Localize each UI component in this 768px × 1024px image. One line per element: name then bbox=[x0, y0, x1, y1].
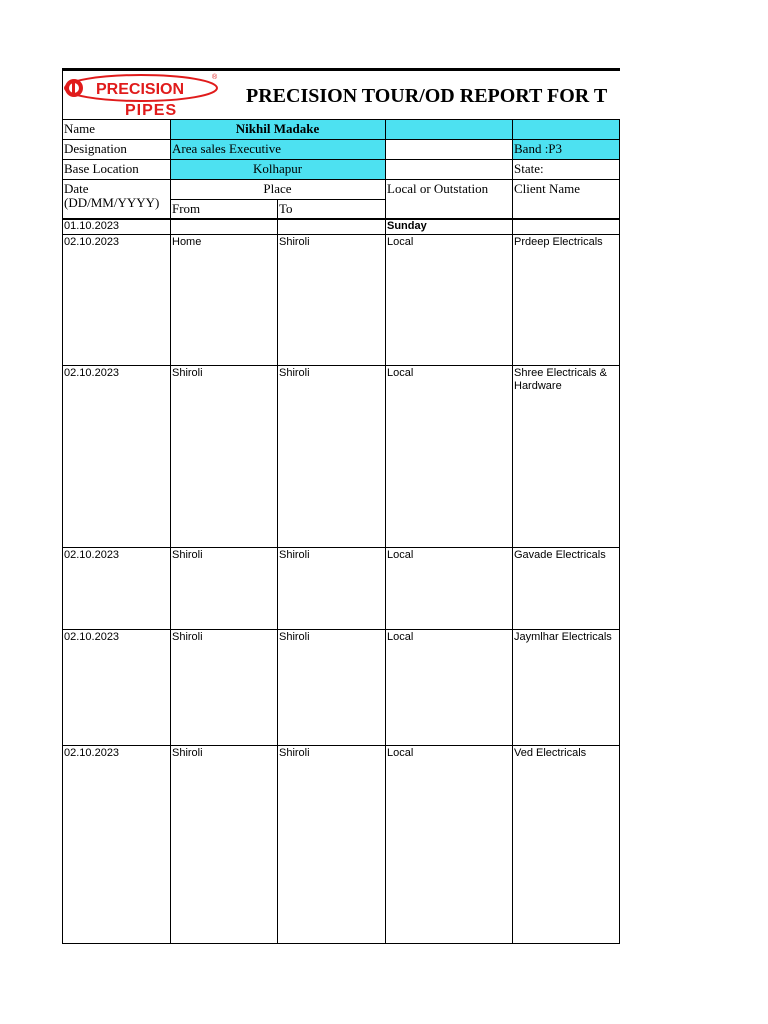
grid-line bbox=[63, 547, 620, 548]
row-to: Shiroli bbox=[279, 631, 310, 643]
row-client: Ved Electricals bbox=[514, 747, 587, 759]
grid-line bbox=[63, 139, 620, 140]
row-from: Shiroli bbox=[172, 631, 203, 643]
name-label: Name bbox=[64, 121, 96, 136]
local-outstation-label: Local or Outstation bbox=[387, 181, 489, 196]
date-label: Date bbox=[64, 181, 89, 196]
grid-line bbox=[63, 159, 620, 160]
row-date: 02.10.2023 bbox=[64, 367, 120, 379]
grid-line bbox=[170, 119, 171, 944]
grid-line bbox=[63, 234, 620, 235]
blank-fill-2 bbox=[513, 120, 620, 139]
row-client: Jaymlhar Electricals bbox=[514, 631, 612, 643]
grid-line bbox=[63, 943, 620, 944]
name-value: Nikhil Madake bbox=[235, 121, 320, 136]
grid-line bbox=[62, 68, 63, 944]
grid-line bbox=[277, 199, 278, 944]
designation-value: Area sales Executive bbox=[172, 141, 282, 156]
row-date: 02.10.2023 bbox=[64, 236, 120, 248]
grid-line bbox=[63, 745, 620, 746]
row-date: 02.10.2023 bbox=[64, 549, 120, 561]
row-client: Shree Electricals & Hardware bbox=[514, 367, 607, 392]
row-type: Local bbox=[387, 367, 414, 379]
row-from: Shiroli bbox=[172, 747, 203, 759]
from-label: From bbox=[172, 201, 201, 216]
grid-line bbox=[63, 119, 620, 120]
base-location-value: Kolhapur bbox=[252, 161, 303, 176]
row-client: Gavade Electricals bbox=[514, 549, 606, 561]
state-label: State: bbox=[514, 161, 544, 176]
logo-text-precision: PRECISION bbox=[96, 81, 185, 98]
grid-line bbox=[63, 68, 620, 71]
base-location-label: Base Location bbox=[64, 161, 139, 176]
logo-text-pipes: PIPES bbox=[125, 102, 178, 119]
row-date: 01.10.2023 bbox=[64, 220, 120, 232]
row-client: Prdeep Electricals bbox=[514, 236, 603, 248]
grid-line bbox=[512, 119, 513, 944]
date-format-label: (DD/MM/YYYY) bbox=[64, 195, 160, 210]
designation-label: Designation bbox=[64, 141, 127, 156]
grid-line bbox=[385, 119, 386, 944]
precision-pipes-logo-graphic bbox=[63, 70, 220, 120]
report-title: PRECISION TOUR/OD REPORT FOR T bbox=[246, 85, 608, 107]
row-to: Shiroli bbox=[279, 367, 310, 379]
row-type: Local bbox=[387, 747, 414, 759]
row-type: Local bbox=[387, 549, 414, 561]
row-from: Shiroli bbox=[172, 549, 203, 561]
grid-line bbox=[63, 365, 620, 366]
row-from: Shiroli bbox=[172, 367, 203, 379]
client-name-label: Client Name bbox=[514, 181, 581, 196]
row-date: 02.10.2023 bbox=[64, 631, 120, 643]
row-type: Local bbox=[387, 236, 414, 248]
registered-mark: ® bbox=[212, 74, 218, 81]
row-to: Shiroli bbox=[279, 747, 310, 759]
row-to: Shiroli bbox=[279, 236, 310, 248]
grid-line bbox=[63, 179, 620, 180]
place-label: Place bbox=[263, 181, 292, 196]
band-value: Band :P3 bbox=[514, 141, 563, 156]
blank-fill-1 bbox=[386, 120, 512, 139]
grid-line bbox=[619, 119, 620, 944]
precision-pipes-logo bbox=[63, 70, 220, 120]
row-type: Local bbox=[387, 631, 414, 643]
row-date: 02.10.2023 bbox=[64, 747, 120, 759]
row-from: Home bbox=[172, 236, 202, 248]
grid-line bbox=[63, 629, 620, 630]
to-label: To bbox=[279, 201, 293, 216]
row-type: Sunday bbox=[387, 220, 427, 232]
row-to: Shiroli bbox=[279, 549, 310, 561]
